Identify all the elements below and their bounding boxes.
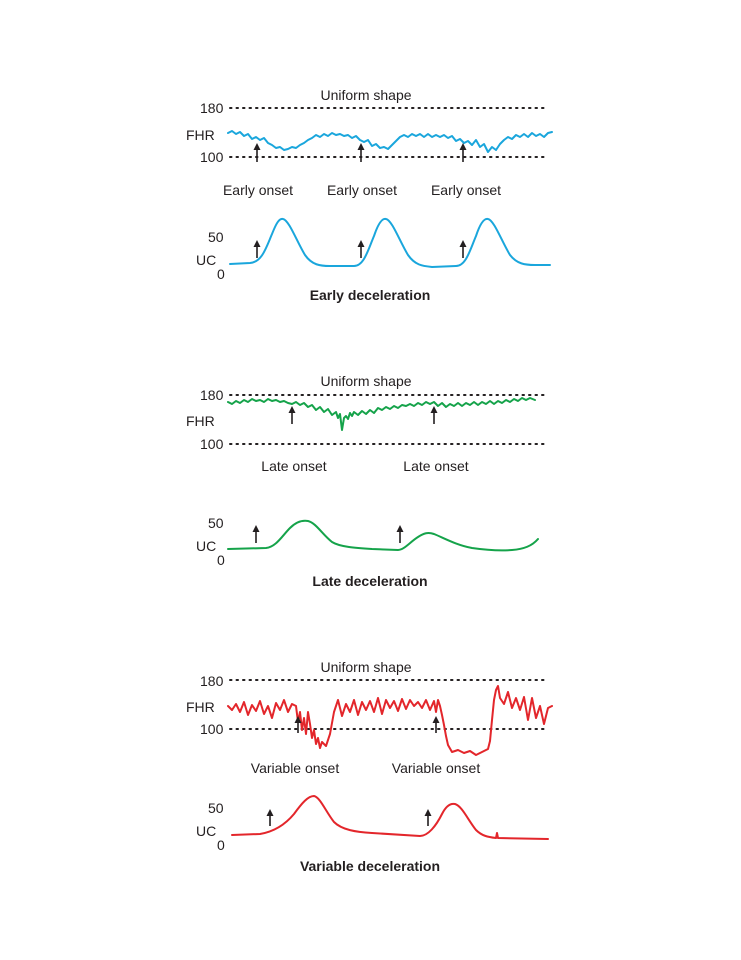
fhr-trace	[228, 686, 552, 755]
fhr-trace	[228, 131, 552, 152]
fhr-100-label: 100	[200, 149, 224, 165]
uc-0-label: 0	[217, 552, 225, 568]
onset-arrow	[358, 240, 365, 258]
onset-arrow	[253, 525, 260, 543]
fhr-trace	[228, 398, 535, 430]
fhr-label: FHR	[186, 127, 215, 143]
onset-label: Early onset	[430, 182, 502, 198]
fhr-label: FHR	[186, 699, 215, 715]
uc-trace	[228, 521, 538, 551]
uniform-shape-label: Uniform shape	[320, 659, 412, 675]
panel-late	[186, 373, 548, 589]
panel-caption: Variable deceleration	[299, 858, 441, 874]
uc-50-label: 50	[208, 515, 224, 531]
onset-arrow	[425, 809, 432, 826]
onset-arrow	[254, 143, 261, 162]
onset-label: Late onset	[403, 458, 469, 474]
onset-label: Variable onset	[250, 760, 340, 776]
fhr-180-label: 180	[200, 100, 224, 116]
fhr-100-label: 100	[200, 721, 224, 737]
uc-trace	[232, 796, 548, 839]
onset-arrow	[358, 143, 365, 162]
onset-label: Late onset	[261, 458, 327, 474]
uc-label: UC	[196, 252, 217, 268]
onset-arrow	[431, 406, 438, 424]
onset-label: Early onset	[326, 182, 398, 198]
onset-arrow	[460, 143, 467, 162]
uc-50-label: 50	[208, 800, 224, 816]
fhr-100-label: 100	[200, 436, 224, 452]
uniform-shape-label: Uniform shape	[320, 373, 412, 389]
onset-arrow	[289, 406, 296, 424]
onset-label: Variable onset	[391, 760, 481, 776]
onset-arrow	[460, 240, 467, 258]
fhr-180-label: 180	[200, 673, 224, 689]
uc-50-label: 50	[208, 229, 224, 245]
uc-trace	[230, 219, 550, 267]
panel-variable	[186, 659, 552, 874]
fhr-180-label: 180	[200, 387, 224, 403]
onset-arrow	[433, 716, 440, 733]
panel-early	[186, 87, 552, 303]
uc-label: UC	[196, 538, 217, 554]
panel-caption: Late deceleration	[312, 573, 428, 589]
uc-0-label: 0	[217, 266, 225, 282]
uniform-shape-label: Uniform shape	[320, 87, 412, 103]
onset-arrow	[254, 240, 261, 258]
panel-caption: Early deceleration	[309, 287, 431, 303]
onset-arrow	[267, 809, 274, 826]
uc-0-label: 0	[217, 837, 225, 853]
onset-arrow	[397, 525, 404, 543]
fhr-label: FHR	[186, 413, 215, 429]
onset-label: Early onset	[222, 182, 294, 198]
uc-label: UC	[196, 823, 217, 839]
